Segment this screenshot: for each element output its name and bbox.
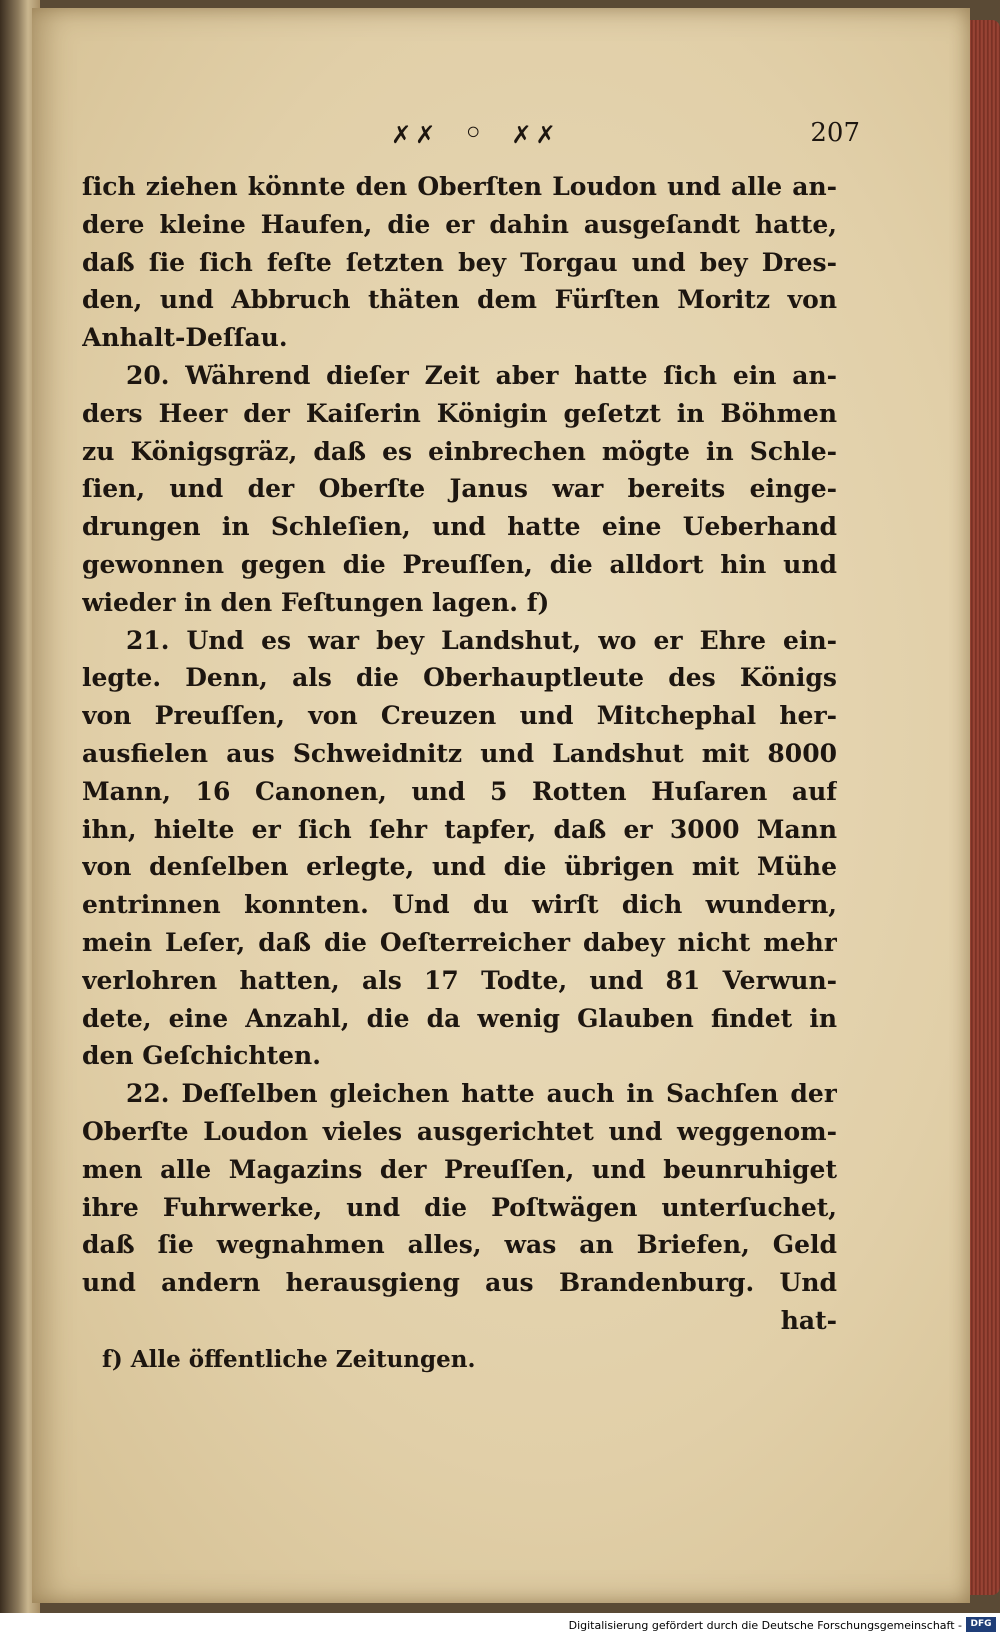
text-line: gewonnen gegen die Preuſſen, die alldort hin und: [82, 549, 837, 579]
catchword: hat-: [780, 1305, 837, 1335]
text-line: den Geſchichten.: [82, 1041, 321, 1071]
text-line: ſich ziehen könnte den Oberſten Loudon und alle an-: [82, 172, 837, 201]
text-line: von Preuſſen, von Creuzen und Mitchephal her-: [82, 701, 837, 731]
text-line: Anhalt-Deſſau.: [82, 323, 288, 353]
header-ornament: ✗✗ ◦ ✗✗: [392, 116, 561, 151]
text-line: ausfielen aus Schweidnitz und Landshut mit 8000: [82, 738, 837, 768]
text-line: Mann, 16 Canonen, und 5 Rotten Huſaren auf: [82, 776, 837, 806]
paragraph-20-start: 20. Während dieſer Zeit aber hatte ſich ein an-: [126, 360, 837, 390]
body-text: [82, 168, 837, 1340]
text-line: ſien, und der Oberſte Janus war bereits einge-: [82, 474, 837, 504]
text-line: von denſelben erlegte, und die übrigen mit Mühe: [82, 852, 837, 882]
text-line: dete, eine Anzahl, die da wenig Glauben findet in: [82, 1003, 837, 1033]
text-line: drungen in Schleſien, und hatte eine Ueberhand: [82, 512, 837, 542]
page-header: [82, 108, 860, 158]
text-line: entrinnen konnten. Und du wirſt dich wundern,: [82, 890, 837, 920]
dfg-logo: DFG: [966, 1617, 996, 1632]
text-line: daß ſie ſich feſte ſetzten bey Torgau und bey Dres-: [82, 247, 837, 277]
text-line: Oberſte Loudon vieles ausgerichtet und weggenom-: [82, 1116, 837, 1146]
text-line: mein Leſer, daß die Oeſterreicher dabey nicht mehr: [82, 927, 837, 957]
text-line: verlohren hatten, als 17 Todte, und 81 Verwun-: [82, 965, 837, 995]
page-number: 207: [810, 118, 860, 148]
book-page: [32, 8, 970, 1603]
text-line: men alle Magazins der Preuſſen, und beunruhiget: [82, 1154, 837, 1184]
text-line: ders Heer der Kaiſerin Königin geſetzt in Böhmen: [82, 398, 837, 428]
text-line: legte. Denn, als die Oberhauptleute des Königs: [82, 663, 837, 693]
text-line: zu Königsgräz, daß es einbrechen mögte in Schle-: [82, 436, 837, 466]
text-line: daß ſie wegnahmen alles, was an Briefen, Geld: [82, 1230, 837, 1260]
text-line: dere kleine Haufen, die er dahin ausgeſandt hatte,: [82, 209, 837, 239]
text-line: und andern herausgieng aus Brandenburg. Und: [82, 1268, 837, 1298]
text-line: wieder in den Feſtungen lagen. f): [82, 587, 550, 617]
paragraph-22-start: 22. Deſſelben gleichen hatte auch in Sachſen der: [126, 1079, 837, 1109]
text-line: den, und Abbruch thäten dem Fürſten Moritz von: [82, 285, 837, 315]
text-line: ihn, hielte er ſich ſehr tapfer, daß er 3000 Mann: [82, 814, 837, 844]
paragraph-21-start: 21. Und es war bey Landshut, wo er Ehre ein-: [126, 625, 837, 655]
text-line: ihre Fuhrwerke, und die Poſtwägen unterſuchet,: [82, 1192, 837, 1222]
digitization-credit: Digitalisierung gefördert durch die Deutsche Forschungsgemeinschaft -: [568, 1619, 962, 1632]
footer-bar: [0, 1613, 1000, 1635]
footnote: f) Alle öffentliche Zeitungen.: [102, 1346, 476, 1373]
